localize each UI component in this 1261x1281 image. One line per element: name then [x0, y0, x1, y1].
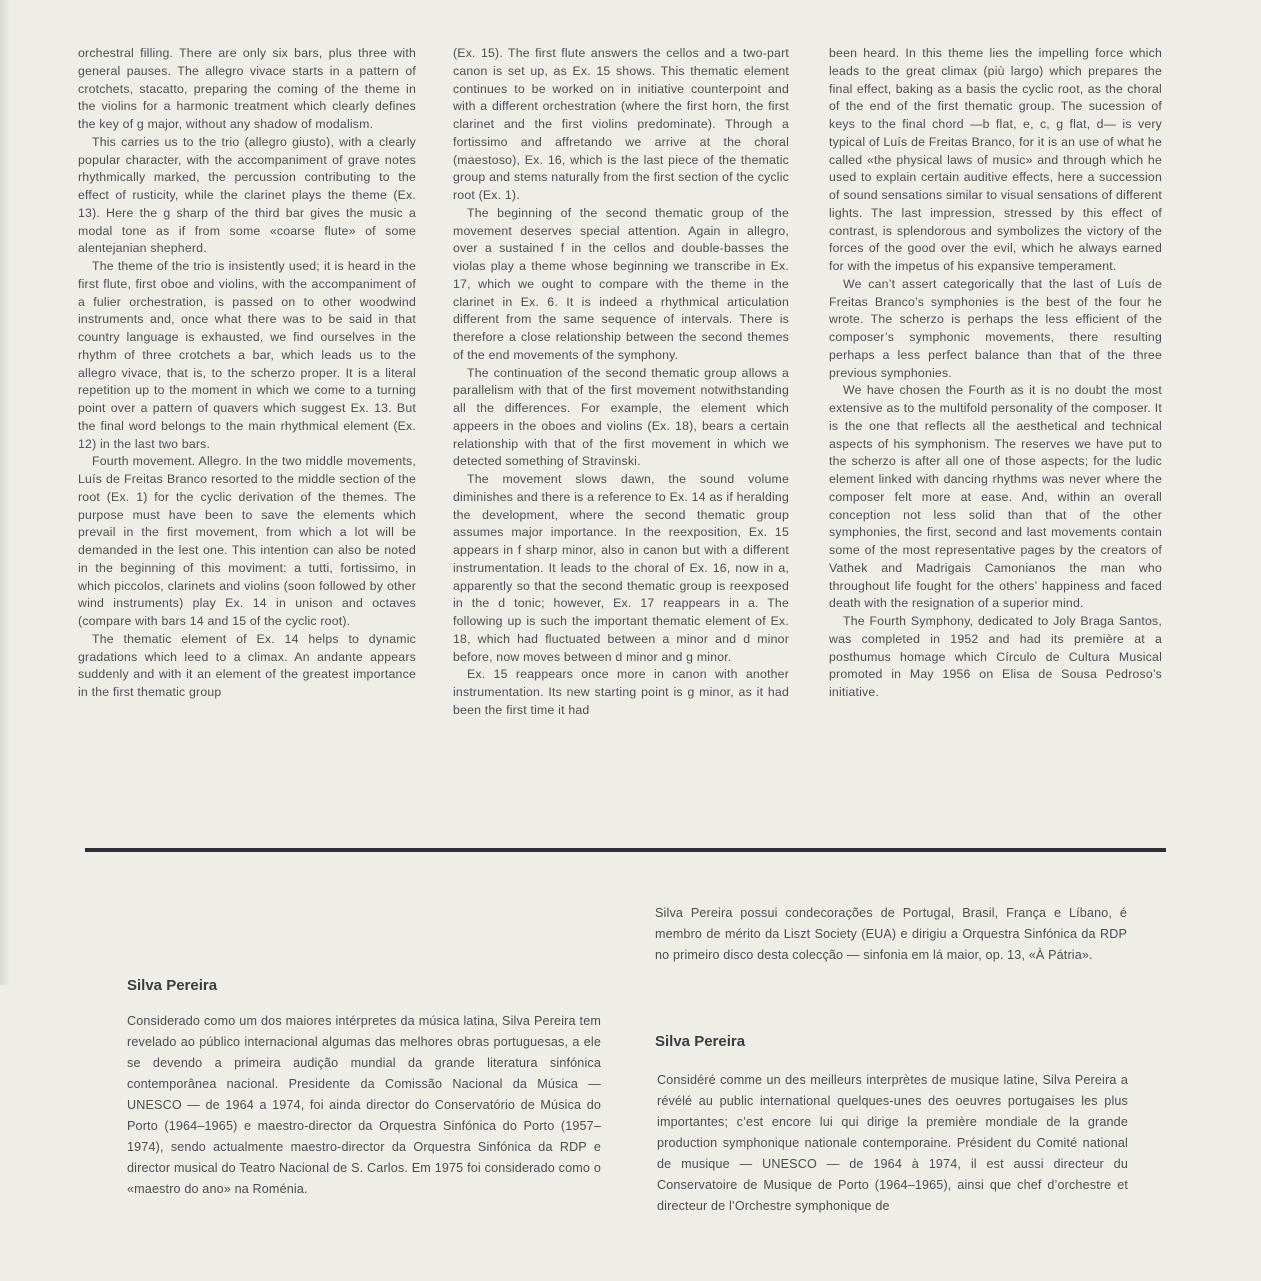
paragraph: Considéré comme un des meilleurs interprètes de musique latine, Silva Pereira a révélé au public international quelques-unes des oeuvres portugaises les plus importantes; c’est encore lui qui dirige la première mondiale de la grande production symphonique nationale contemporaine. Président du Comité national de musique — UNESCO — de 1964 à 1974, il est aussi directeur du Conservatoire de Musique de Porto (1964–1965), ainsi que chef d’orchestre et directeur de l’Orchestre symphonique de	[657, 1073, 1128, 1213]
paragraph: (Ex. 15). The first flute answers the cellos and a two-part canon is set up, as Ex. 15 shows. This thematic element continues to be worked on in initiative counterpoint and with a different orchestration (where the first horn, the first clarinet and the first violins predominate). Through a fortissimo and affretando we arrive at the choral (maestoso), Ex. 16, which is the last piece of the thematic group and stems naturally from the first section of the cyclic root (Ex. 1).	[453, 46, 789, 202]
text-column-1	[78, 45, 416, 702]
paragraph: orchestral filling. There are only six bars, plus three with general pauses. The allegro vivace starts in a pattern of crotchets, stacatto, preparing the coming of the theme in the violins for a harmonic treatment which clearly defines the key of g major, without any shadow of modalism.	[78, 46, 416, 131]
bio-heading-portuguese: Silva Pereira	[127, 977, 218, 994]
bio-portuguese-continued	[655, 903, 1127, 966]
paragraph: This carries us to the trio (allegro giusto), with a clearly popular character, with the accompaniment of grave notes rhythmically marked, the percussion contributing to the effect of rusticity, while the clarinet plays the theme (Ex. 13). Here the g sharp of the third bar gives the music a modal tone as if from some «coarse flute» of some alentejanian shepherd.	[78, 134, 416, 256]
paragraph: We can’t assert categorically that the last of Luís de Freitas Branco’s symphonies is the best of the four he wrote. The scherzo is perhaps the less efficient of the composer’s symphonic movements, there resulting perhaps a less perfect balance than that of the three previous symphonies.	[829, 276, 1162, 380]
bio-heading-french: Silva Pereira	[655, 1033, 746, 1050]
paragraph: The movement slows dawn, the sound volume diminishes and there is a reference to Ex. 14 as if heralding the development, where the second thematic group assumes major importance. In the reexposition, Ex. 15 appears in f sharp minor, also in canon but with a different instrumentation. It leads to the choral of Ex. 16, now in a, apparently so that the second thematic group is reexposed in the d tonic; however, Ex. 17 reappears in a. The following up is such the important thematic element of Ex. 18, which had fluctuated between a minor and d minor before, now moves between d minor and g minor.	[453, 472, 789, 664]
paragraph: Considerado como um dos maiores intérpretes da música latina, Silva Pereira tem revelado ao público internacional algumas das melhores obras portuguesas, a ele se devendo a primeira audição mundial da grande literatura sinfónica contemporânea nacional. Presidente da Comissão Nacional da Música — UNESCO — de 1964 a 1974, foi ainda director do Conservatório de Música do Porto (1964–1965) e maestro-director da Orquestra Sinfónica do Porto (1957–1974), sendo actualmente maestro-director da Orquestra Sinfónica da RDP e director musical do Teatro Nacional de S. Carlos. Em 1975 foi considerado como o «maestro do ano» na Roménia.	[127, 1014, 601, 1196]
paragraph: We have chosen the Fourth as it is no doubt the most extensive as to the multifold personality of the composer. It is the one that reflects all the aesthetical and technical aspects of his symphonism. The reserves we have put to the scherzo is after all one of those aspects; for the ludic element linked with dancing rhythms was never where the composer felt more at ease. And, within an overall conception not less solid than that of the other symphonies, the first, second and last movements contain some of the most representative pages by the creators of Vathek and Madrigais Camonianos the man who throughout life fought for the others’ happiness and faced death with the resignation of a superior mind.	[829, 383, 1162, 611]
paragraph: The beginning of the second thematic group of the movement deserves special attention. Again in allegro, over a sustained f in the cellos and double-basses the violas play a theme whose beginning we transcribe in Ex. 17, which we ought to compare with the theme in the clarinet in Ex. 6. It is indeed a rhythmical articulation different from the same sequence of intervals. There is therefore a close relationship between the second themes of the end movements of the symphony.	[453, 205, 789, 362]
text-column-3	[829, 45, 1162, 702]
paragraph: The continuation of the second thematic group allows a parallelism with that of the first movement notwithstanding all the differences. For example, the element which appeers in the oboes and violins (Ex. 18), bears a certain relationship with that of the first movement in which we detected something of Stravinski.	[453, 365, 789, 469]
text-column-2	[453, 45, 789, 720]
bio-french	[657, 1070, 1128, 1217]
bio-portuguese	[127, 1011, 601, 1200]
paragraph: The thematic element of Ex. 14 helps to dynamic gradations which leed to a climax. An andante appears suddenly and with it an element of the greatest importance in the first thematic group	[78, 631, 416, 699]
paragraph: The Fourth Symphony, dedicated to Joly Braga Santos, was completed in 1952 and had its première at a posthumus homage which Círculo de Cultura Musical promoted in May 1956 on Elisa de Sousa Pedroso’s initiative.	[829, 614, 1162, 699]
paragraph: Silva Pereira possui condecorações de Portugal, Brasil, França e Líbano, é membro de mérito da Liszt Society (EUA) e dirigiu a Orquestra Sinfónica da RDP no primeiro disco desta colecção — sinfonia em lá maior, op. 13, «À Pátria».	[655, 906, 1127, 962]
paragraph: Fourth movement. Allegro. In the two middle movements, Luís de Freitas Branco resorted to the middle section of the root (Ex. 1) for the cyclic derivation of the themes. The purpose must have been to save the elements which prevail in the first movement, from which a lot will be demanded in the lest one. This intention can also be noted in the beginning of this moviment: a tutti, fortissimo, in which piccolos, clarinets and violins (soon followed by other wind instruments) play Ex. 14 in unison and octaves (compare with bars 14 and 15 of the cyclic root).	[78, 454, 416, 628]
paragraph: The theme of the trio is insistently used; it is heard in the first flute, first oboe and violins, with the accompaniment of a fulier orchestration, is passed on to other woodwind instruments and, once what there was to be said in that country language is exhausted, we find ourselves in the rhythm of three crotchets a bar, which leads us to the allegro vivace, that is, to the scherzo proper. It is a literal repetition up to the moment in which we come to a turning point over a pattern of quavers which suggest Ex. 13. But the final word belongs to the main rhythmical element (Ex. 12) in the last two bars.	[78, 259, 416, 451]
paragraph: been heard. In this theme lies the impelling force which leads to the great climax (più largo) which prepares the final effect, baking as a basis the cyclic root, as the choral of the end of the first thematic group. The sucession of keys to the final chord —b flat, e, c, g flat, d— is very typical of Luís de Freitas Branco, for it is an use of what he called «the physical laws of music» and through which he used to explain certain auditive effects, here a succession of sound sensations similar to visual sensations of different lights. The last impression, stressed by this effect of contrast, is splendorous and symbolizes the victory of the forces of the good over the evil, which he always earned for with the impetus of his expansive temperament.	[829, 46, 1162, 273]
page-edge-shadow	[0, 0, 10, 985]
section-divider	[85, 848, 1166, 852]
paragraph: Ex. 15 reappears once more in canon with another instrumentation. Its new starting point is g minor, as it had been the first time it had	[453, 667, 789, 717]
